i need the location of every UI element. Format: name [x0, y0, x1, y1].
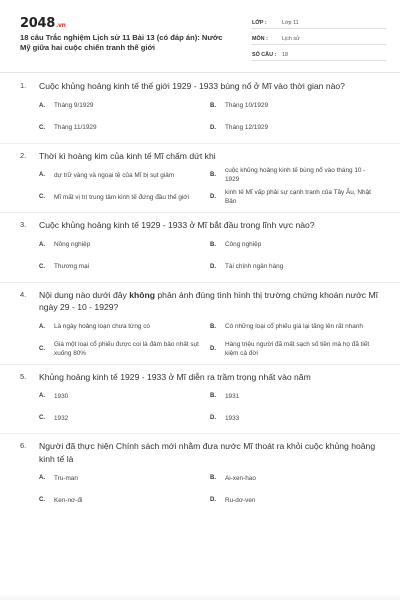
option-letter: B. [210, 102, 216, 109]
question-number: 5. [20, 371, 27, 381]
document-meta [252, 14, 386, 62]
meta-value: 18 [282, 52, 288, 58]
option-c[interactable] [39, 256, 210, 278]
option-text: Nông nghiệp [54, 241, 91, 248]
option-letter: A. [39, 102, 45, 109]
logo-suffix: .vn [55, 22, 66, 29]
option-c[interactable] [39, 407, 210, 429]
question-text-part: phản ánh đúng tình hình thị trường chứng khoán nước Mĩ ngày 29 - 10 - 1929? [39, 289, 378, 312]
question-divider [0, 364, 400, 365]
question-5 [20, 371, 386, 435]
option-letter: A. [39, 241, 45, 248]
option-letter: A. [39, 475, 45, 481]
option-letter: D. [210, 194, 216, 200]
question-divider [0, 143, 400, 144]
option-text: 1933 [225, 414, 240, 422]
option-letter: A. [39, 172, 45, 178]
option-a[interactable] [39, 385, 210, 407]
option-text: Là ngày hoảng loạn chưa từng có [54, 323, 150, 330]
option-a[interactable] [39, 234, 210, 256]
option-letter: D. [210, 263, 216, 270]
question-6 [20, 440, 386, 511]
document-header [20, 14, 386, 66]
meta-value: Lịch sử [282, 36, 300, 42]
option-c[interactable] [39, 338, 210, 360]
option-text: Tháng 11/1929 [54, 124, 97, 131]
question-3 [20, 219, 386, 283]
question-divider [0, 212, 400, 213]
question-emphasis: không [129, 289, 156, 300]
question-4 [20, 289, 386, 365]
option-letter: B. [210, 393, 216, 399]
question-divider [0, 433, 400, 434]
option-text: dự trữ vàng và ngoại tệ của Mĩ bị sụt giảm [54, 171, 175, 179]
option-letter: D. [210, 345, 216, 352]
question-number: 1. [20, 81, 27, 90]
logo-text: 2048 [20, 16, 55, 31]
question-text: Cuộc khủng hoảng kinh tế 1929 - 1933 ở Mĩ bắt đầu trong lĩnh vực nào? [39, 220, 315, 230]
question-text: Cuộc khủng hoảng kinh tế thế giới 1929 - 1933 bùng nổ ở Mĩ vào thời gian nào? [39, 81, 345, 91]
option-letter: C. [39, 124, 45, 131]
meta-label: SỐ CÂU : [252, 52, 277, 58]
question-text: Khủng hoảng kinh tế 1929 - 1933 ở Mĩ diễn ra trầm trọng nhất vào năm [39, 371, 311, 382]
option-c[interactable] [39, 117, 210, 139]
option-b[interactable] [210, 234, 381, 256]
page-bottom-edge [0, 594, 400, 600]
option-text: Ru-dơ-ven [225, 496, 256, 504]
document-title: 18 câu Trắc nghiệm Lịch sử 11 Bài 13 (có đáp án): Nước Mỹ giữa hai cuộc chiến tranh thế giới [20, 33, 223, 52]
option-b[interactable] [210, 164, 381, 186]
question-number: 6. [20, 441, 27, 450]
option-letter: D. [210, 124, 216, 131]
question-number: 4. [20, 289, 27, 299]
option-a[interactable] [39, 467, 210, 489]
option-a[interactable] [39, 95, 210, 117]
answer-options [39, 234, 386, 278]
option-b[interactable] [210, 316, 381, 338]
option-text: Ken-nơ-đi [54, 496, 83, 504]
option-d[interactable] [210, 489, 381, 511]
question-list [20, 80, 386, 517]
option-letter: C. [39, 345, 45, 352]
meta-value: Lớp 11 [282, 20, 299, 26]
option-b[interactable] [210, 95, 381, 117]
answer-options [39, 164, 386, 208]
meta-row-class [252, 14, 386, 29]
option-text: 1932 [54, 414, 69, 422]
option-a[interactable] [39, 316, 210, 338]
meta-label: MÔN : [252, 36, 268, 42]
option-text: Mĩ mất vị trí trung tâm kinh tế đứng đầu thế giới [54, 193, 189, 201]
option-letter: C. [39, 415, 45, 421]
option-d[interactable] [210, 117, 381, 139]
option-letter: B. [210, 241, 216, 248]
option-text: Công nghiệp [225, 241, 262, 248]
option-d[interactable] [210, 186, 381, 208]
answer-options [39, 385, 386, 429]
option-text: Tru-man [54, 474, 78, 482]
option-letter: B. [210, 475, 216, 481]
option-text: Tháng 12/1929 [225, 124, 268, 131]
option-text: Hàng triệu người đã mất sạch số tiền mà họ đã tiết kiệm cả đời [225, 340, 370, 357]
option-c[interactable] [39, 489, 210, 511]
question-text: Người đã thực hiện Chính sách mới nhằm đưa nước Mĩ thoát ra khỏi cuộc khủng hoảng kinh tế là [39, 441, 376, 464]
question-text-part: Nội dung nào dưới đây [39, 289, 130, 300]
answer-options [39, 95, 386, 139]
meta-label: LỚP : [252, 20, 267, 26]
meta-row-subject [252, 30, 386, 45]
option-text: Tài chính ngân hàng [225, 263, 284, 270]
option-text: Ai-xen-hao [225, 474, 256, 482]
option-text: Giá một loại cổ phiếu được coi là đảm bảo nhất sụt xuống 80% [54, 340, 199, 357]
option-letter: C. [39, 263, 45, 270]
answer-options [39, 316, 386, 360]
option-letter: C. [39, 194, 45, 200]
question-text: Thời kì hoàng kim của kinh tế Mĩ chấm dứt khi [39, 150, 216, 161]
option-text: Tháng 10/1929 [225, 102, 268, 109]
option-d[interactable] [210, 338, 381, 360]
option-text: kinh tế Mĩ vấp phải sự cạnh tranh của Tây Âu, Nhật Bản [225, 189, 371, 205]
question-2 [20, 150, 386, 214]
question-divider [0, 282, 400, 283]
option-letter: C. [39, 497, 45, 503]
option-b[interactable] [210, 467, 381, 489]
meta-row-count [252, 46, 386, 61]
option-b[interactable] [210, 385, 381, 407]
option-letter: D. [210, 415, 216, 421]
option-letter: B. [210, 323, 216, 330]
option-text: 1931 [225, 392, 240, 400]
option-text: 1930 [54, 392, 69, 400]
option-c[interactable] [39, 186, 210, 208]
option-a[interactable] [39, 164, 210, 186]
question-number: 2. [20, 150, 27, 160]
site-logo[interactable] [20, 16, 66, 31]
option-text: Thương mại [54, 263, 90, 270]
option-letter: B. [210, 172, 216, 178]
option-d[interactable] [210, 407, 381, 429]
answer-options [39, 467, 386, 511]
option-text: Tháng 9/1929 [54, 102, 94, 109]
option-text: Có những loại cổ phiếu giá lại tăng lên rất nhanh [225, 323, 363, 330]
question-text [39, 289, 386, 314]
option-text: cuộc khủng hoảng kinh tế bùng nổ vào tháng 10 - 1929 [225, 167, 366, 183]
question-number: 3. [20, 220, 27, 229]
header-divider [0, 72, 400, 73]
option-letter: A. [39, 393, 45, 399]
option-letter: A. [39, 323, 45, 330]
question-1 [20, 80, 386, 144]
option-d[interactable] [210, 256, 381, 278]
option-letter: D. [210, 497, 216, 503]
